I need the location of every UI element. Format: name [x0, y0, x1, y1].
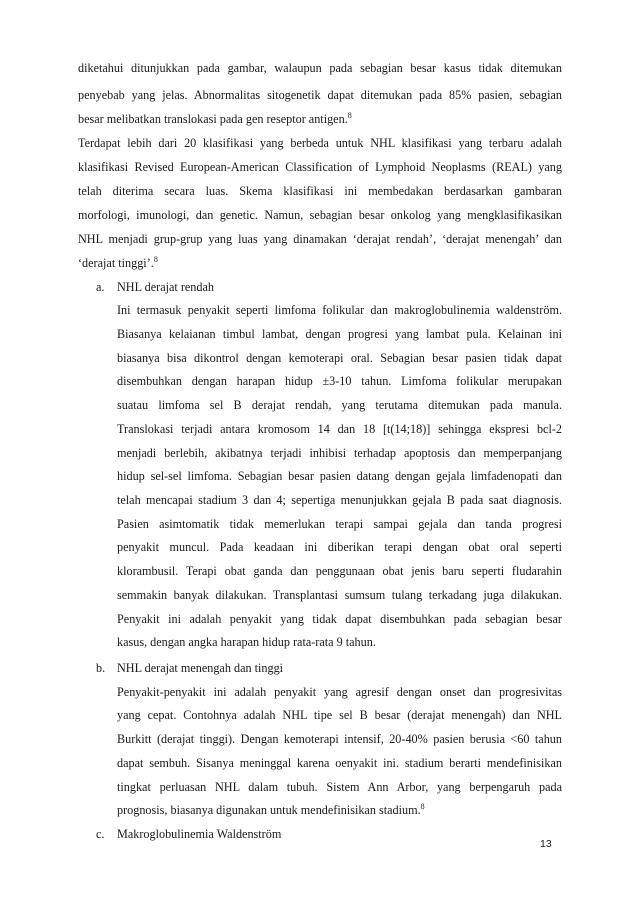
paragraph-line	[78, 111, 562, 127]
list-line: Pasien asimtomatik tidak memerlukan terapi sampai gejala dan tanda progresi	[117, 517, 562, 531]
list-line: tingkat perluasan NHL dalam tubuh. Sistem Ann Arbor, yang berpengaruh pada	[117, 780, 562, 794]
citation-ref: 8	[420, 802, 425, 811]
list-line: Translokasi terjadi antara kromosom 14 dan 18 [t(14;18)] sehingga ekspresi bcl-2	[117, 422, 562, 436]
list-line: hidup sel-sel limfoma. Sebagian besar pasien datang dengan gejala limfadenopati dan	[117, 469, 562, 483]
paragraph-text: ‘derajat tinggi’.	[78, 256, 154, 270]
page-number: 13	[540, 838, 552, 850]
list-line: semmakin banyak dilakukan. Transplantasi sumsum tulang terkadang juga dilakukan.	[117, 588, 562, 602]
list-line: disembuhkan dengan harapan hidup ±3-10 tahun. Limfoma folikular merupakan	[117, 374, 562, 388]
list-heading-a: NHL derajat rendah	[117, 280, 214, 294]
paragraph-line: diketahui ditunjukkan pada gambar, walaupun pada sebagian besar kasus tidak ditemukan	[78, 61, 562, 75]
citation-ref: 8	[153, 255, 158, 264]
paragraph-line: morfologi, imunologi, dan genetic. Namun, sebagian besar onkolog yang mengklasifikasikan	[78, 208, 562, 222]
list-line: Burkitt (derajat tinggi). Dengan kemoterapi intensif, 20-40% pasien berusia <60 tahun	[117, 732, 562, 746]
list-line: klorambusil. Terapi obat ganda dan penggunaan obat jenis baru seperti fludarahin	[117, 564, 562, 578]
paragraph-line: telah diterima secara luas. Skema klasifikasi ini membedakan berdasarkan gambaran	[78, 184, 562, 198]
list-line: Penyakit-penyakit ini adalah penyakit yang agresif dengan onset dan progresivitas	[117, 685, 562, 699]
list-line: yang cepat. Contohnya adalah NHL tipe sel B besar (derajat menengah) dan NHL	[117, 708, 562, 722]
list-line: Ini termasuk penyakit seperti limfoma folikular dan makroglobulinemia waldenström.	[117, 303, 562, 317]
list-line	[117, 802, 562, 818]
list-line: menjadi berlebih, akibatnya terjadi inhibisi terhadap apoptosis dan memperpanjang	[117, 446, 562, 460]
list-line: Biasanya kelaianan timbul lambat, dengan progresi yang lambat pula. Kelainan ini	[117, 327, 562, 341]
paragraph-text: besar melibatkan translokasi pada gen reseptor antigen.	[78, 112, 348, 126]
list-line: biasanya bisa dikontrol dengan kemoterapi oral. Sebagian besar pasien tidak dapat	[117, 351, 562, 365]
paragraph-line: klasifikasi Revised European-American Classification of Lymphoid Neoplasms (REAL) yang	[78, 160, 562, 174]
list-label-a: a.	[96, 280, 105, 294]
citation-ref: 8	[347, 111, 352, 120]
list-label-b: b.	[96, 661, 106, 675]
paragraph-line: NHL menjadi grup-grup yang luas yang dinamakan ‘derajat rendah’, ‘derajat menengah’ dan	[78, 232, 562, 246]
list-line: kasus, dengan angka harapan hidup rata-rata 9 tahun.	[117, 635, 376, 649]
list-line: suatau limfoma sel B derajat rendah, yang terutama ditemukan pada manula.	[117, 398, 562, 412]
paragraph-line	[78, 255, 562, 271]
list-label-c: c.	[96, 827, 105, 841]
paragraph-line: Terdapat lebih dari 20 klasifikasi yang berbeda untuk NHL klasifikasi yang terbaru adalah	[78, 136, 562, 150]
list-text: prognosis, biasanya digunakan untuk mendefinisikan stadium.	[117, 803, 421, 817]
list-heading-c: Makroglobulinemia Waldenström	[117, 827, 282, 841]
list-line: dapat sembuh. Sisanya meninggal karena oenyakit ini. stadium berarti mendefinisikan	[117, 756, 562, 770]
list-line: Penyakit ini adalah penyakit yang tidak dapat disembuhkan pada sebagian besar	[117, 612, 562, 626]
list-line: telah mencapai stadium 3 dan 4; sepertiga menunjukkan gejala B pada saat diagnosis.	[117, 493, 562, 507]
list-line: penyakit muncul. Pada keadaan ini diberikan terapi dengan obat oral seperti	[117, 540, 562, 554]
list-heading-b: NHL derajat menengah dan tinggi	[117, 661, 284, 675]
paragraph-line: penyebab yang jelas. Abnormalitas sitogenetik dapat ditemukan pada 85% pasien, sebagian	[78, 88, 562, 102]
